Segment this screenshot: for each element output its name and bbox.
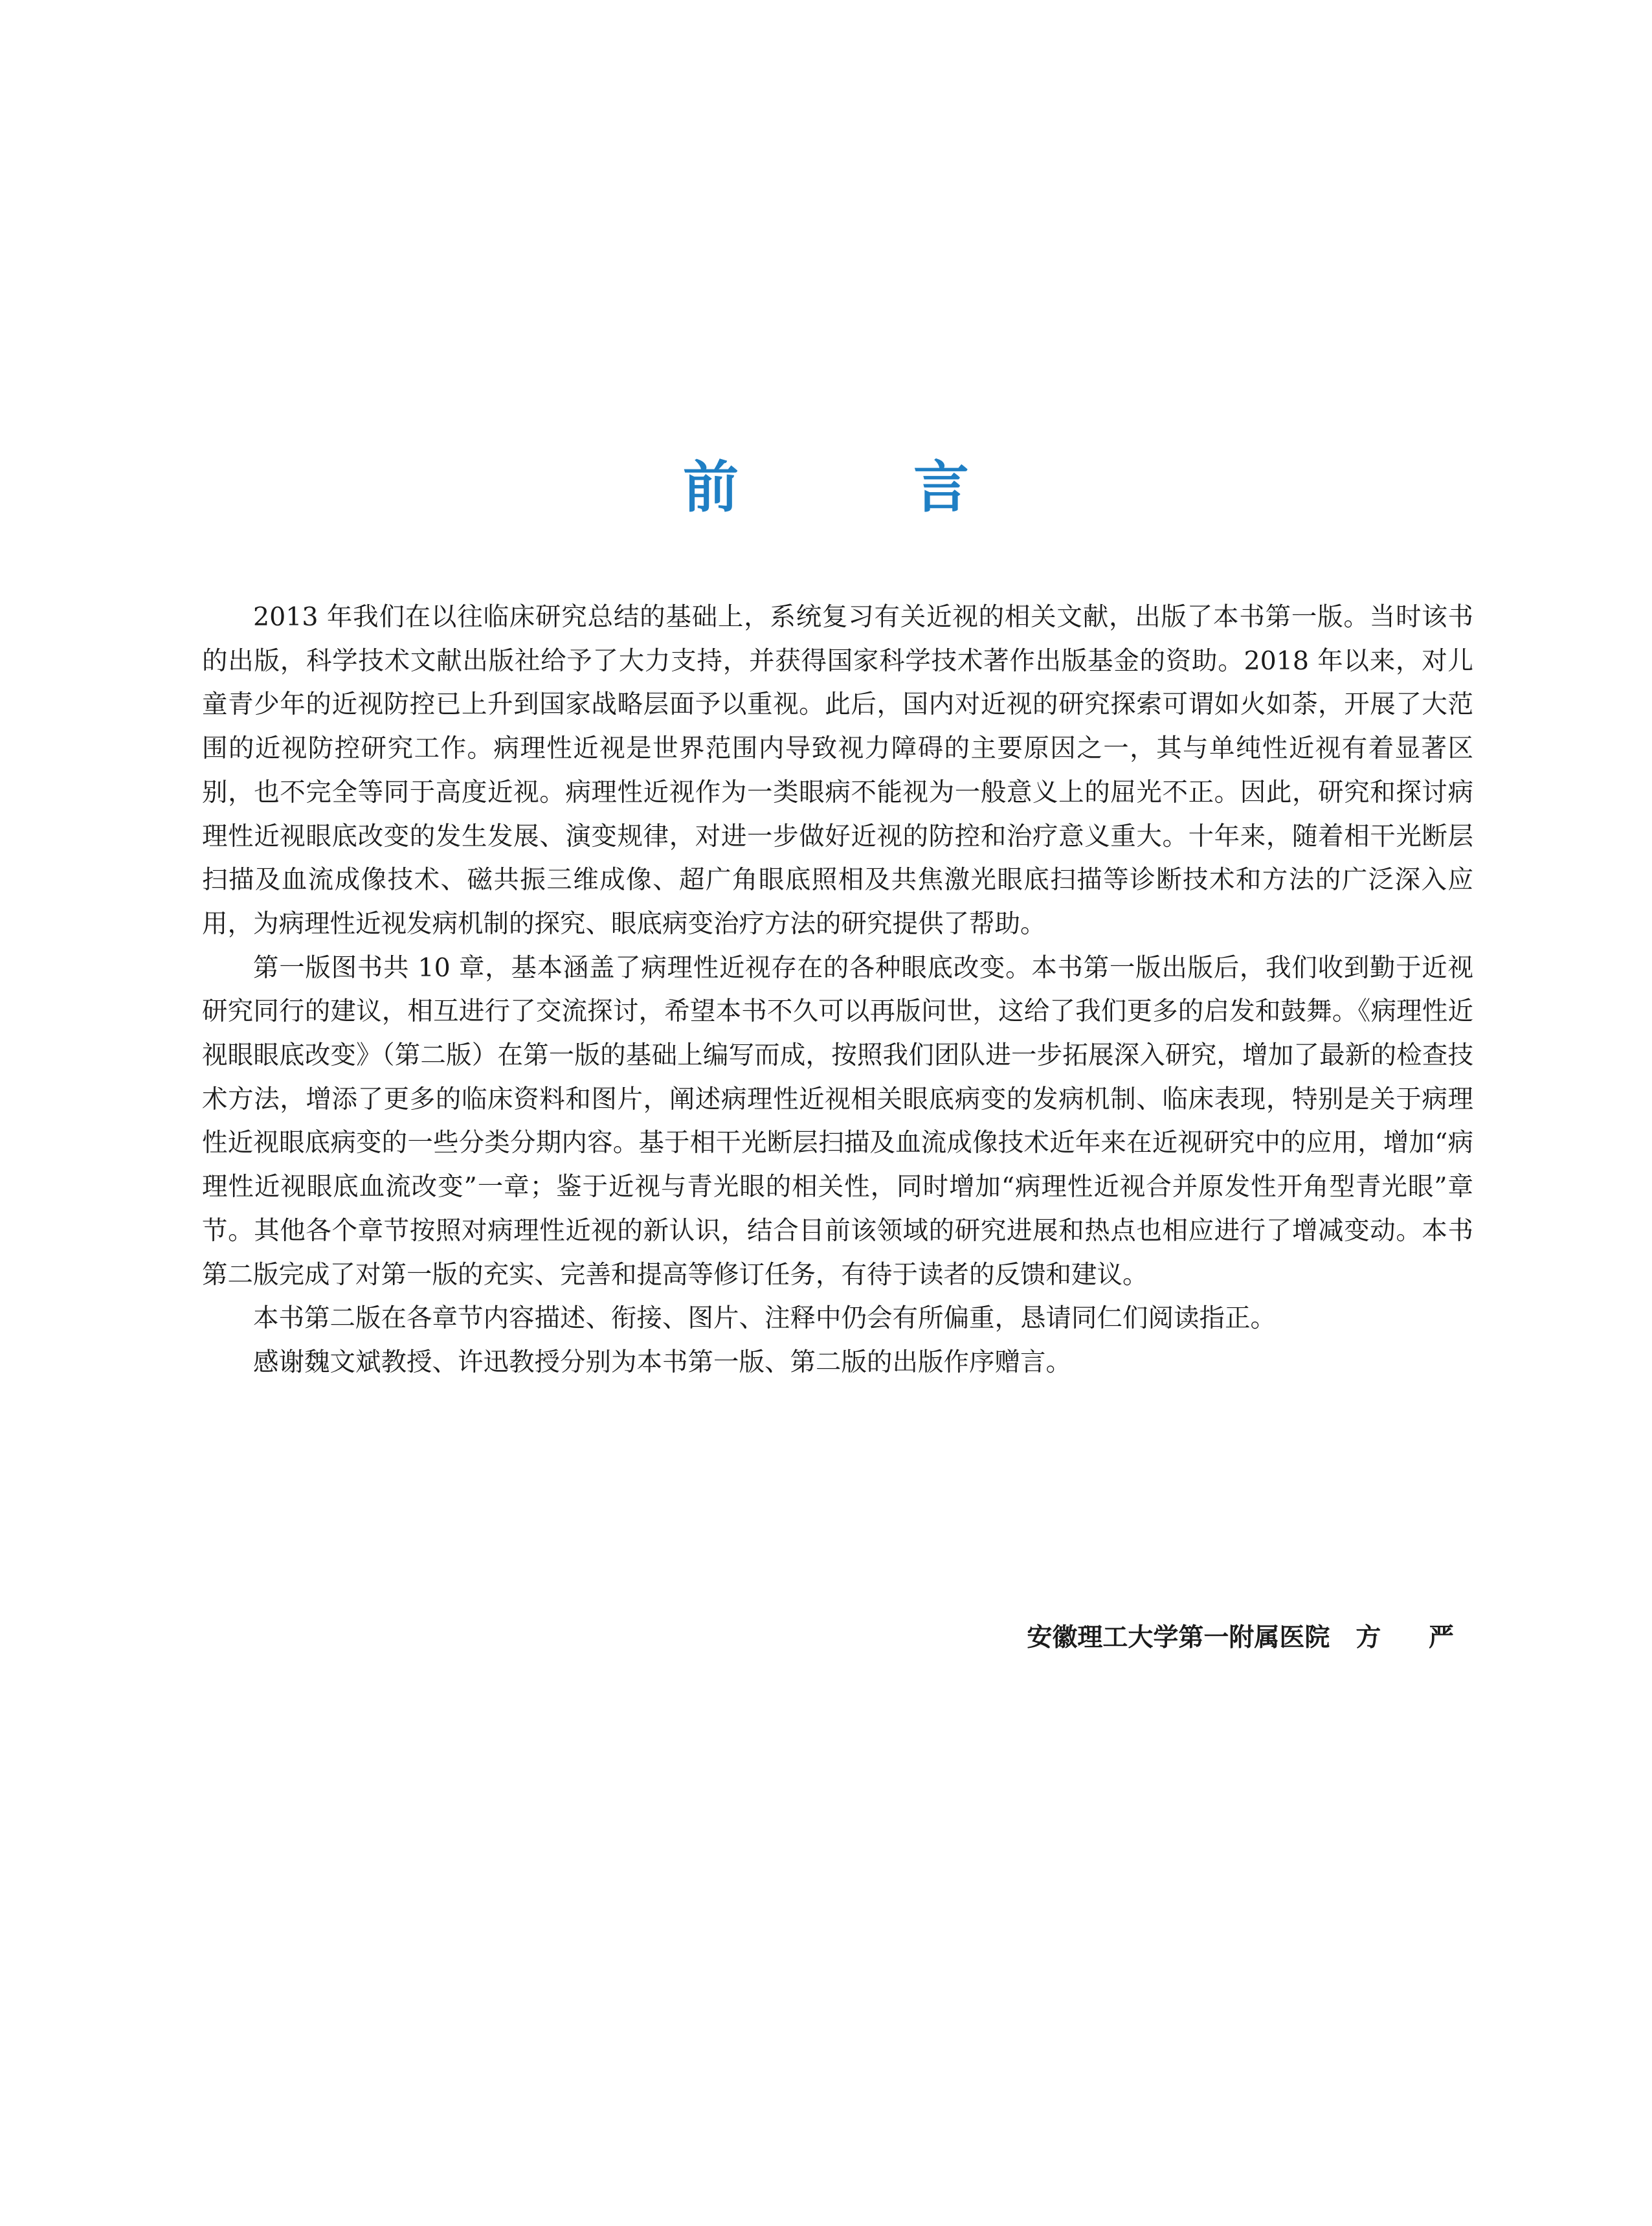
paragraph-2: 第一版图书共 10 章，基本涵盖了病理性近视存在的各种眼底改变。本书第一版出版后，我们收到勤于近视研究同行的建议，相互进行了交流探讨，希望本书不久可以再版问世，这给了我们更多的启发和鼓舞。《病理性近视眼眼底改变》（第二版）在第一版的基础上编写而成，按照我们团队进一步拓展深入研究，增加了最新的检查技术方法，增添了更多的临床资料和图片，阐述病理性近视相关眼底病变的发病机制、临床表现，特别是关于病理性近视眼底病变的一些分类分期内容。基于相干光断层扫描及血流成像技术近年来在近视研究中的应用，增加“病理性近视眼底血流改变”一章；鉴于近视与青光眼的相关性，同时增加“病理性近视合并原发性开角型青光眼”章节。其他各个章节按照对病理性近视的新认识，结合目前该领域的研究进展和热点也相应进行了增减变动。本书第二版完成了对第一版的充实、完善和提高等修订任务，有待于读者的反馈和建议。: [202, 952, 1473, 1290]
signature: [1027, 1619, 1473, 1658]
paragraph-1: 2013 年我们在以往临床研究总结的基础上，系统复习有关近视的相关文献，出版了本书第一版。当时该书的出版，科学技术文献出版社给予了大力支持，并获得国家科学技术著作出版基金的资助。2018 年以来，对儿童青少年的近视防控已上升到国家战略层面予以重视。此后，国内对近视的研究探索可谓如火如荼，开展了大范围的近视防控研究工作。病理性近视是世界范围内导致视力障碍的主要原因之一，其与单纯性近视有着显著区别，也不完全等同于高度近视。病理性近视作为一类眼病不能视为一般意义上的屈光不正。因此，研究和探讨病理性近视眼底改变的发生发展、演变规律，对进一步做好近视的防控和治疗意义重大。十年来，随着相干光断层扫描及血流成像技术、磁共振三维成像、超广角眼底照相及共焦激光眼底扫描等诊断技术和方法的广泛深入应用，为病理性近视发病机制的探究、眼底病变治疗方法的研究提供了帮助。: [202, 602, 1473, 939]
paragraph-3: 本书第二版在各章节内容描述、衔接、图片、注释中仍会有所偏重，恳请同仁们阅读指正。: [253, 1303, 1276, 1334]
preface-body: [202, 596, 1473, 1385]
signature-author: 方 严: [1356, 1623, 1473, 1652]
page-title: 前 言: [683, 455, 1047, 520]
signature-affiliation: 安徽理工大学第一附属医院: [1027, 1623, 1330, 1652]
paragraph-4: 感谢魏文斌教授、许迅教授分别为本书第一版、第二版的出版作序赠言。: [253, 1347, 1071, 1377]
